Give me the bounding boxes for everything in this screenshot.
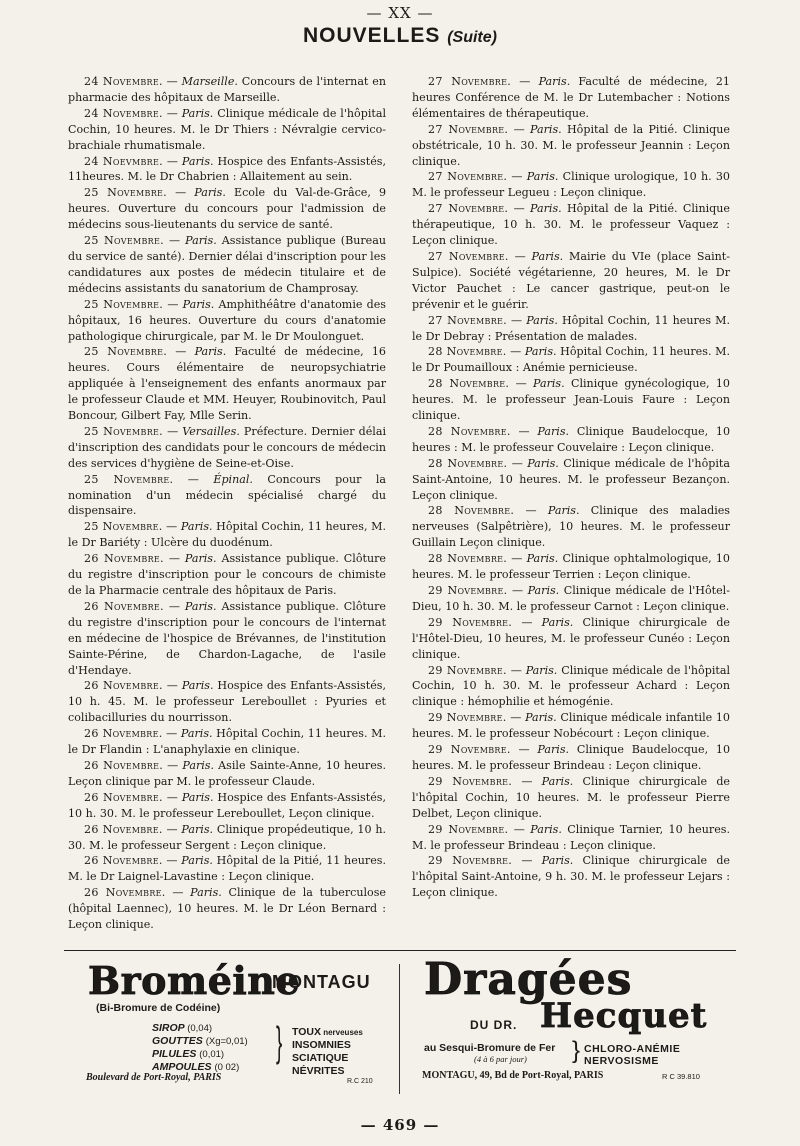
ad-left-brand: Broméine — [88, 958, 301, 1003]
entry-date: 25 Novembre. — [84, 520, 163, 534]
entry-city: Paris. — [541, 774, 574, 788]
ad-form-line — [152, 1048, 248, 1061]
entry-city: Paris. — [185, 234, 217, 248]
entry-date: 27 Novembre. — [428, 202, 509, 216]
entry-text: Hôpital de la Pitié. Clinique thérapeutique, 10 h. 30. M. le professeur Vaquez : Leçon clinique. — [412, 202, 730, 248]
entry-text: Clinique chirurgicale de l'hôpital Saint-Antoine, 9 h. 30. M. le professeur Lejars : Leçon clinique. — [412, 854, 730, 900]
entry-text: Ecole du Val-de-Grâce, 9 heures. Ouverture du concours pour l'admission de médecins sous-lieutenants du service de santé. — [68, 186, 387, 232]
entry-date: 28 Novembre. — [428, 456, 508, 470]
entry-date: 27 Novembre. — [428, 122, 509, 136]
entry-city: Paris. — [527, 584, 560, 597]
entry-sep: — — [508, 822, 531, 836]
ad-form-name: GOUTTES — [152, 1035, 203, 1047]
news-entry — [412, 853, 730, 901]
entry-date: 29 Novembre. — [428, 711, 507, 725]
entry-sep: — — [162, 790, 182, 804]
entry-text: Hôpital de la Pitié, 11 heures. M. le Dr Laignel-Lavastine : Leçon clinique. — [68, 854, 387, 884]
ad-indication — [292, 1052, 363, 1065]
ad-form-name: SIROP — [152, 1022, 185, 1034]
ad-left-composition: (Bi-Bromure de Codéine) — [96, 1002, 221, 1014]
entry-date: 26 Novembre. — [84, 758, 164, 772]
news-entry — [412, 344, 730, 376]
right-column — [412, 74, 730, 901]
entry-text: Amphithéâtre d'anatomie des hôpitaux, 16 heures. Ouverture du cours d'anatomie pathologique chirurgicale, par M. le Dr Moulonguet. — [68, 297, 386, 343]
entry-city: Paris. — [537, 743, 570, 757]
entry-city: Paris. — [194, 186, 226, 200]
entry-text: Faculté de médecine, 16 heures. Cours élémentaire de neuropsychiatrie appliquée à l'enseignement des enfants anormaux par le professeur Claude et MM. Heuyer, Roubinovitch, Paul Boncour, Gilbert Fay, Mlle Serin. — [68, 345, 386, 423]
entry-text: Assistance publique. Clôture du registre d'inscription pour le concours de chimiste de la Pharmacie centrale des hôpitaux de Paris. — [68, 552, 386, 597]
news-entry — [68, 185, 386, 233]
entry-date: 28 Novembre. — [428, 424, 511, 438]
entry-text: Clinique médicale de l'Hôtel-Dieu, 10 h. 30. M. le professeur Carnot : Leçon clinique. — [412, 584, 730, 613]
entry-city: Paris. — [190, 886, 222, 900]
entry-date: 26 Novembre. — [84, 679, 163, 693]
entry-city: Paris. — [538, 75, 571, 88]
section-title — [0, 24, 800, 48]
news-entry — [412, 376, 730, 424]
entry-city: Paris. — [525, 663, 558, 677]
entry-sep: — — [512, 615, 542, 629]
entry-city: Paris. — [526, 170, 559, 184]
entry-text: Hôpital Cochin, 11 heures M. le Dr Debray : Présentation de malades. — [412, 313, 730, 343]
ad-indication — [292, 1026, 363, 1039]
entry-date: 29 Novembre. — [428, 854, 513, 868]
news-entry — [412, 74, 730, 122]
entry-text: Clinique propédeutique, 10 h. 30. M. le professeur Sergent : Leçon clinique. — [68, 822, 387, 852]
entry-sep: — — [162, 520, 181, 534]
entry-city: Paris. — [541, 615, 574, 629]
news-entry — [412, 742, 730, 774]
ad-form-line — [152, 1022, 248, 1035]
news-entry — [412, 710, 730, 742]
entry-sep: — — [507, 584, 528, 597]
news-entry — [412, 774, 730, 822]
ad-right-composition: au Sesqui-Bromure de Fer — [424, 1042, 556, 1054]
entry-sep: — — [507, 456, 528, 470]
entry-date: 26 Novembre. — [84, 552, 164, 566]
entry-date: 26 Novembre. — [84, 822, 163, 836]
entry-sep: — — [506, 345, 525, 359]
entry-city: Épinal. — [213, 472, 253, 486]
entry-sep: — — [514, 504, 548, 518]
news-entry — [412, 503, 730, 551]
entry-date: 27 Novembre. — [428, 249, 509, 263]
ads-divider — [399, 964, 400, 1094]
ad-right-brand-line1: Dragées — [424, 954, 633, 1005]
entry-text: Hospice des Enfants-Assistés, 10 h. 45. M. le professeur Lereboullet : Pyuries et colibacilluries du nourrisson. — [68, 679, 386, 725]
news-entry — [412, 424, 730, 456]
entry-date: 28 Novembre. — [428, 504, 515, 518]
news-entry — [68, 726, 386, 758]
entry-text: Faculté de médecine, 21 heures Conférence de M. le Dr Lutembacher : Notions élémentaires de thérapeutique. — [412, 75, 730, 120]
entry-text: Asile Sainte-Anne, 10 heures. Leçon clinique par M. le professeur Claude. — [68, 758, 386, 788]
entry-city: Paris. — [547, 504, 580, 518]
entry-city: Paris. — [181, 854, 213, 868]
entry-sep: — — [165, 886, 191, 900]
news-entry — [412, 551, 730, 583]
news-entry — [68, 424, 386, 472]
page-roman-numeral: — XX — — [366, 4, 434, 22]
section-title-suite: (Suite) — [447, 29, 497, 46]
news-entry — [68, 599, 386, 679]
entry-sep: — — [162, 106, 182, 120]
entry-text: Clinique chirurgicale de l'hôpital Cochin, 10 heures. M. le professeur Pierre Delbet, Leçon clinique. — [412, 774, 730, 820]
entry-date: 28 Novembre. — [428, 377, 510, 391]
entry-text: Hospice des Enfants-Assistés, 10 h. 30. M. le professeur Lereboullet, Leçon clinique. — [68, 790, 386, 820]
entry-text: Concours pour la nomination d'un médecin spécialisé chargé du dispensaire. — [68, 472, 386, 518]
news-entry — [68, 885, 386, 933]
entry-city: Paris. — [194, 345, 227, 359]
entry-text: Clinique des maladies nerveuses (Salpêtrière), 10 heures. M. le professeur Guillain Leçon clinique. — [412, 504, 730, 550]
entry-text: Hôpital de la Pitié. Clinique obstétricale, 10 h. 30. M. le professeur Jeannin : Leçon clinique. — [412, 122, 730, 168]
entry-date: 28 Novembre. — [428, 552, 508, 566]
entry-city: Paris. — [526, 313, 558, 327]
entry-date: 29 Novembre. — [428, 615, 513, 629]
ad-indication-main: TOUX — [292, 1026, 321, 1038]
news-entry — [412, 583, 730, 615]
entry-sep: — — [163, 424, 183, 438]
entry-date: 26 Novembre. — [84, 854, 163, 868]
entry-text: Concours de l'internat en pharmacie des hôpitaux de Marseille. — [68, 75, 386, 104]
ad-indication-main: NÉVRITES — [292, 1065, 345, 1077]
entry-text: Clinique urologique, 10 h. 30 M. le professeur Legueu : Leçon clinique. — [412, 170, 730, 200]
entry-date: 24 Novembre. — [84, 75, 163, 88]
entry-sep: — — [163, 599, 185, 613]
entry-date: 27 Novembre. — [428, 170, 508, 184]
news-entry — [68, 678, 386, 726]
news-entry — [68, 106, 386, 154]
entry-sep: — — [173, 472, 214, 486]
news-entry — [412, 822, 730, 854]
entry-city: Paris. — [181, 679, 214, 693]
left-column — [68, 74, 386, 933]
entry-sep: — — [507, 170, 527, 184]
entry-sep: — — [511, 75, 539, 88]
news-entry — [412, 663, 730, 711]
entry-city: Paris. — [182, 758, 215, 772]
page-number: — 469 — — [360, 1116, 440, 1134]
entry-date: 29 Novembre. — [428, 822, 509, 836]
entry-city: Paris. — [526, 552, 559, 566]
entry-city: Paris. — [530, 202, 562, 216]
entry-city: Paris. — [181, 822, 214, 836]
entry-date: 27 Novembre. — [428, 75, 512, 88]
ad-form-name: AMPOULES — [152, 1061, 212, 1073]
ad-left-ref: R.C 210 — [347, 1078, 373, 1085]
ad-form-dose: (Xg=0,01) — [205, 1036, 248, 1047]
entry-text: Préfecture. Dernier délai d'inscription des candidats pour le concours de médecin des services d'hygiène de Seine-et-Oise. — [68, 424, 386, 470]
entry-city: Paris. — [531, 249, 564, 263]
entry-sep: — — [162, 154, 182, 168]
ad-right-indication: NERVOSISME — [584, 1055, 659, 1067]
ad-right-indication: CHLORO-ANÉMIE — [584, 1043, 681, 1055]
entry-city: Paris. — [527, 456, 559, 470]
entry-text: Clinique médicale de l'hôpital Cochin, 10 h. 30. M. le professeur Achard : Leçon clinique : hémophilie et hémogénie. — [412, 663, 730, 709]
news-entry — [412, 122, 730, 170]
entry-sep: — — [162, 75, 182, 88]
entry-text: Hôpital Cochin, 11 heures. M. le Dr Poumailloux : Anémie pernicieuse. — [412, 345, 730, 375]
entry-text: Clinique médicale de l'hôpita Saint-Antoine, 10 heures. M. le professeur Bezançon. Leçon clinique. — [412, 456, 730, 502]
news-entry — [68, 758, 386, 790]
news-entry — [68, 233, 386, 297]
ad-indication — [292, 1039, 363, 1052]
entry-sep: — — [163, 552, 185, 566]
entry-text: Assistance publique (Bureau du service de santé). Dernier délai d'inscription pour les candidatures aux postes de médecin titulaire et de médecins assistants du sanatorium de Champrosay. — [68, 234, 386, 295]
ad-left-address: Boulevard de Port-Royal, PARIS — [86, 1072, 222, 1083]
entry-sep: — — [510, 743, 538, 757]
entry-date: 29 Novembre. — [428, 774, 513, 788]
entry-sep: — — [163, 758, 183, 772]
news-entry — [68, 344, 386, 424]
entry-date: 29 Novembre. — [428, 663, 507, 677]
entry-text: Clinique médicale infantile 10 heures. M. le professeur Nobécourt : Leçon clinique. — [412, 711, 730, 741]
ad-left-indications — [292, 1026, 363, 1078]
ad-indication-note: nerveuses — [320, 1028, 363, 1037]
entry-date: 26 Novembre. — [84, 727, 163, 741]
ad-indication — [292, 1065, 363, 1078]
entry-text: Clinique Baudelocque, 10 heures : M. le professeur Couvelaire : Leçon clinique. — [412, 424, 730, 454]
news-entry — [412, 249, 730, 313]
ad-right-ref: R C 39.810 — [662, 1072, 700, 1081]
entry-text: Clinique médicale de l'hôpital Cochin, 10 heures. M. le Dr Thiers : Névralgie cervico-brachiale rhumatismale. — [68, 106, 386, 152]
entry-city: Versailles. — [182, 424, 240, 438]
section-title-main: NOUVELLES — [303, 24, 441, 47]
entry-sep: — — [162, 822, 182, 836]
entry-city: Paris. — [181, 154, 214, 168]
ad-form-dose: (0,01) — [199, 1049, 225, 1060]
entry-date: 28 Novembre. — [428, 345, 507, 359]
news-entry — [412, 615, 730, 663]
entry-sep: — — [512, 854, 542, 868]
news-entry — [68, 472, 386, 520]
entry-sep: — — [162, 727, 181, 741]
entry-text: Clinique chirurgicale de l'Hôtel-Dieu, 10 heures, M. le professeur Cunéo : Leçon clinique. — [412, 615, 730, 661]
news-entry — [68, 519, 386, 551]
entry-city: Paris. — [181, 106, 214, 120]
news-entry — [412, 169, 730, 201]
entry-city: Paris. — [532, 377, 565, 391]
entry-text: Clinique Baudelocque, 10 heures. M. le professeur Brindeau : Leçon clinique. — [412, 743, 730, 772]
ad-form-line — [152, 1035, 248, 1048]
entry-sep: — — [506, 711, 526, 725]
entry-sep: — — [512, 774, 542, 788]
entry-text: Hôpital Cochin, 11 heures. M. le Dr Flandin : L'anaphylaxie en clinique. — [68, 727, 386, 757]
entry-sep: — — [510, 424, 538, 438]
entry-sep: — — [162, 679, 182, 693]
entry-city: Paris. — [184, 552, 217, 566]
news-entry — [68, 853, 386, 885]
entry-text: Hospice des Enfants-Assistés, 11heures. M. le Dr Chabrien : Allaitement au sein. — [68, 154, 386, 184]
news-entry — [68, 790, 386, 822]
entry-date: 27 Novembre. — [428, 313, 507, 327]
entry-date: 26 Novembre. — [84, 599, 164, 613]
entry-sep: — — [163, 297, 183, 311]
news-entry — [68, 154, 386, 186]
entry-text: Mairie du VIe (place Saint-Sulpice). Société végétarienne, 20 heures, M. le Dr Victor Pauchet : Le cancer gastrique, peut-on le prévenir et le guérir. — [412, 249, 730, 311]
entry-city: Paris. — [184, 599, 217, 613]
ad-form-name: PILULES — [152, 1048, 197, 1060]
ad-form-dose: (0,04) — [187, 1023, 213, 1034]
entry-city: Paris. — [180, 520, 213, 534]
entry-date: 29 Novembre. — [428, 584, 508, 597]
entry-date: 25 Novembre. — [84, 472, 174, 486]
news-entry — [412, 313, 730, 345]
entry-sep: — — [162, 854, 182, 868]
news-entry — [68, 551, 386, 599]
ad-left-forms — [152, 1022, 248, 1074]
entry-date: 24 Noevmbre. — [84, 154, 163, 168]
entry-city: Paris. — [530, 822, 562, 836]
entry-date: 24 Novembre. — [84, 106, 163, 120]
entry-date: 26 Novembre. — [84, 790, 163, 804]
ad-indication-main: SCIATIQUE — [292, 1052, 349, 1064]
entry-date: 26 Novembre. — [84, 886, 166, 900]
ad-right-brand-line2: Hecquet — [540, 996, 708, 1036]
entry-text: Clinique ophtalmologique, 10 heures. M. le professeur Terrien : Leçon clinique. — [412, 552, 730, 582]
entry-date: 25 Novembre. — [84, 297, 164, 311]
ad-left-maker: MONTAGU — [272, 972, 371, 992]
news-entry — [68, 74, 386, 106]
news-entry — [412, 456, 730, 504]
entry-text: Clinique gynécologique, 10 heures. M. le professeur Jean-Louis Faure : Leçon clinique. — [412, 377, 730, 423]
ads-top-rule — [64, 950, 736, 951]
entry-date: 25 Novembre. — [84, 345, 168, 359]
entry-sep: — — [167, 186, 195, 200]
entry-sep: — — [508, 122, 531, 136]
entry-city: Marseille. — [181, 75, 238, 88]
entry-text: Clinique Tarnier, 10 heures. M. le professeur Brindeau : Leçon clinique. — [412, 822, 730, 852]
entry-city: Paris. — [524, 345, 557, 359]
entry-city: Paris. — [530, 122, 562, 136]
news-entry — [68, 822, 386, 854]
entry-city: Paris. — [180, 727, 213, 741]
ad-left-brace: } — [276, 1018, 283, 1065]
entry-city: Paris. — [525, 711, 557, 725]
entry-date: 25 Novembre. — [84, 186, 167, 200]
news-entry — [68, 297, 386, 345]
ad-indication-main: INSOMNIES — [292, 1039, 351, 1051]
entry-city: Paris. — [541, 854, 574, 868]
ad-right-brace: } — [572, 1037, 581, 1064]
entry-sep: — — [509, 377, 533, 391]
entry-sep: — — [506, 313, 527, 327]
entry-date: 29 Novembre. — [428, 743, 511, 757]
entry-sep: — — [507, 552, 527, 566]
ad-right-dose: (4 à 6 par jour) — [474, 1054, 527, 1064]
entry-sep: — — [508, 249, 532, 263]
ad-right-by: DU DR. — [470, 1018, 518, 1032]
entry-city: Paris. — [181, 790, 214, 804]
entry-sep: — — [508, 202, 531, 216]
ad-form-dose: (0 02) — [214, 1062, 240, 1073]
entry-text: Hôpital Cochin, 11 heures, M. le Dr Bariéty : Ulcère du duodénum. — [68, 520, 386, 550]
entry-city: Paris. — [182, 297, 215, 311]
entry-city: Paris. — [537, 424, 570, 438]
entry-date: 25 Novembre. — [84, 234, 164, 248]
entry-date: 25 Novembre. — [84, 424, 163, 438]
entry-sep: — — [163, 234, 186, 248]
news-entry — [412, 201, 730, 249]
entry-text: Assistance publique. Clôture du registre d'inscription pour le concours de l'internat en médecine de l'hospice de Brévannes, de l'institution Sainte-Périne, de Chardon-Lagache, de l'asile d'Hendaye. — [68, 599, 386, 677]
entry-sep: — — [167, 345, 195, 359]
ad-right-indications — [584, 1043, 680, 1067]
entry-sep: — — [506, 663, 526, 677]
entry-text: Clinique de la tuberculose (hôpital Laennec), 10 heures. M. le Dr Léon Bernard : Leçon clinique. — [68, 886, 386, 932]
ad-right-address: MONTAGU, 49, Bd de Port-Royal, PARIS — [422, 1070, 604, 1081]
